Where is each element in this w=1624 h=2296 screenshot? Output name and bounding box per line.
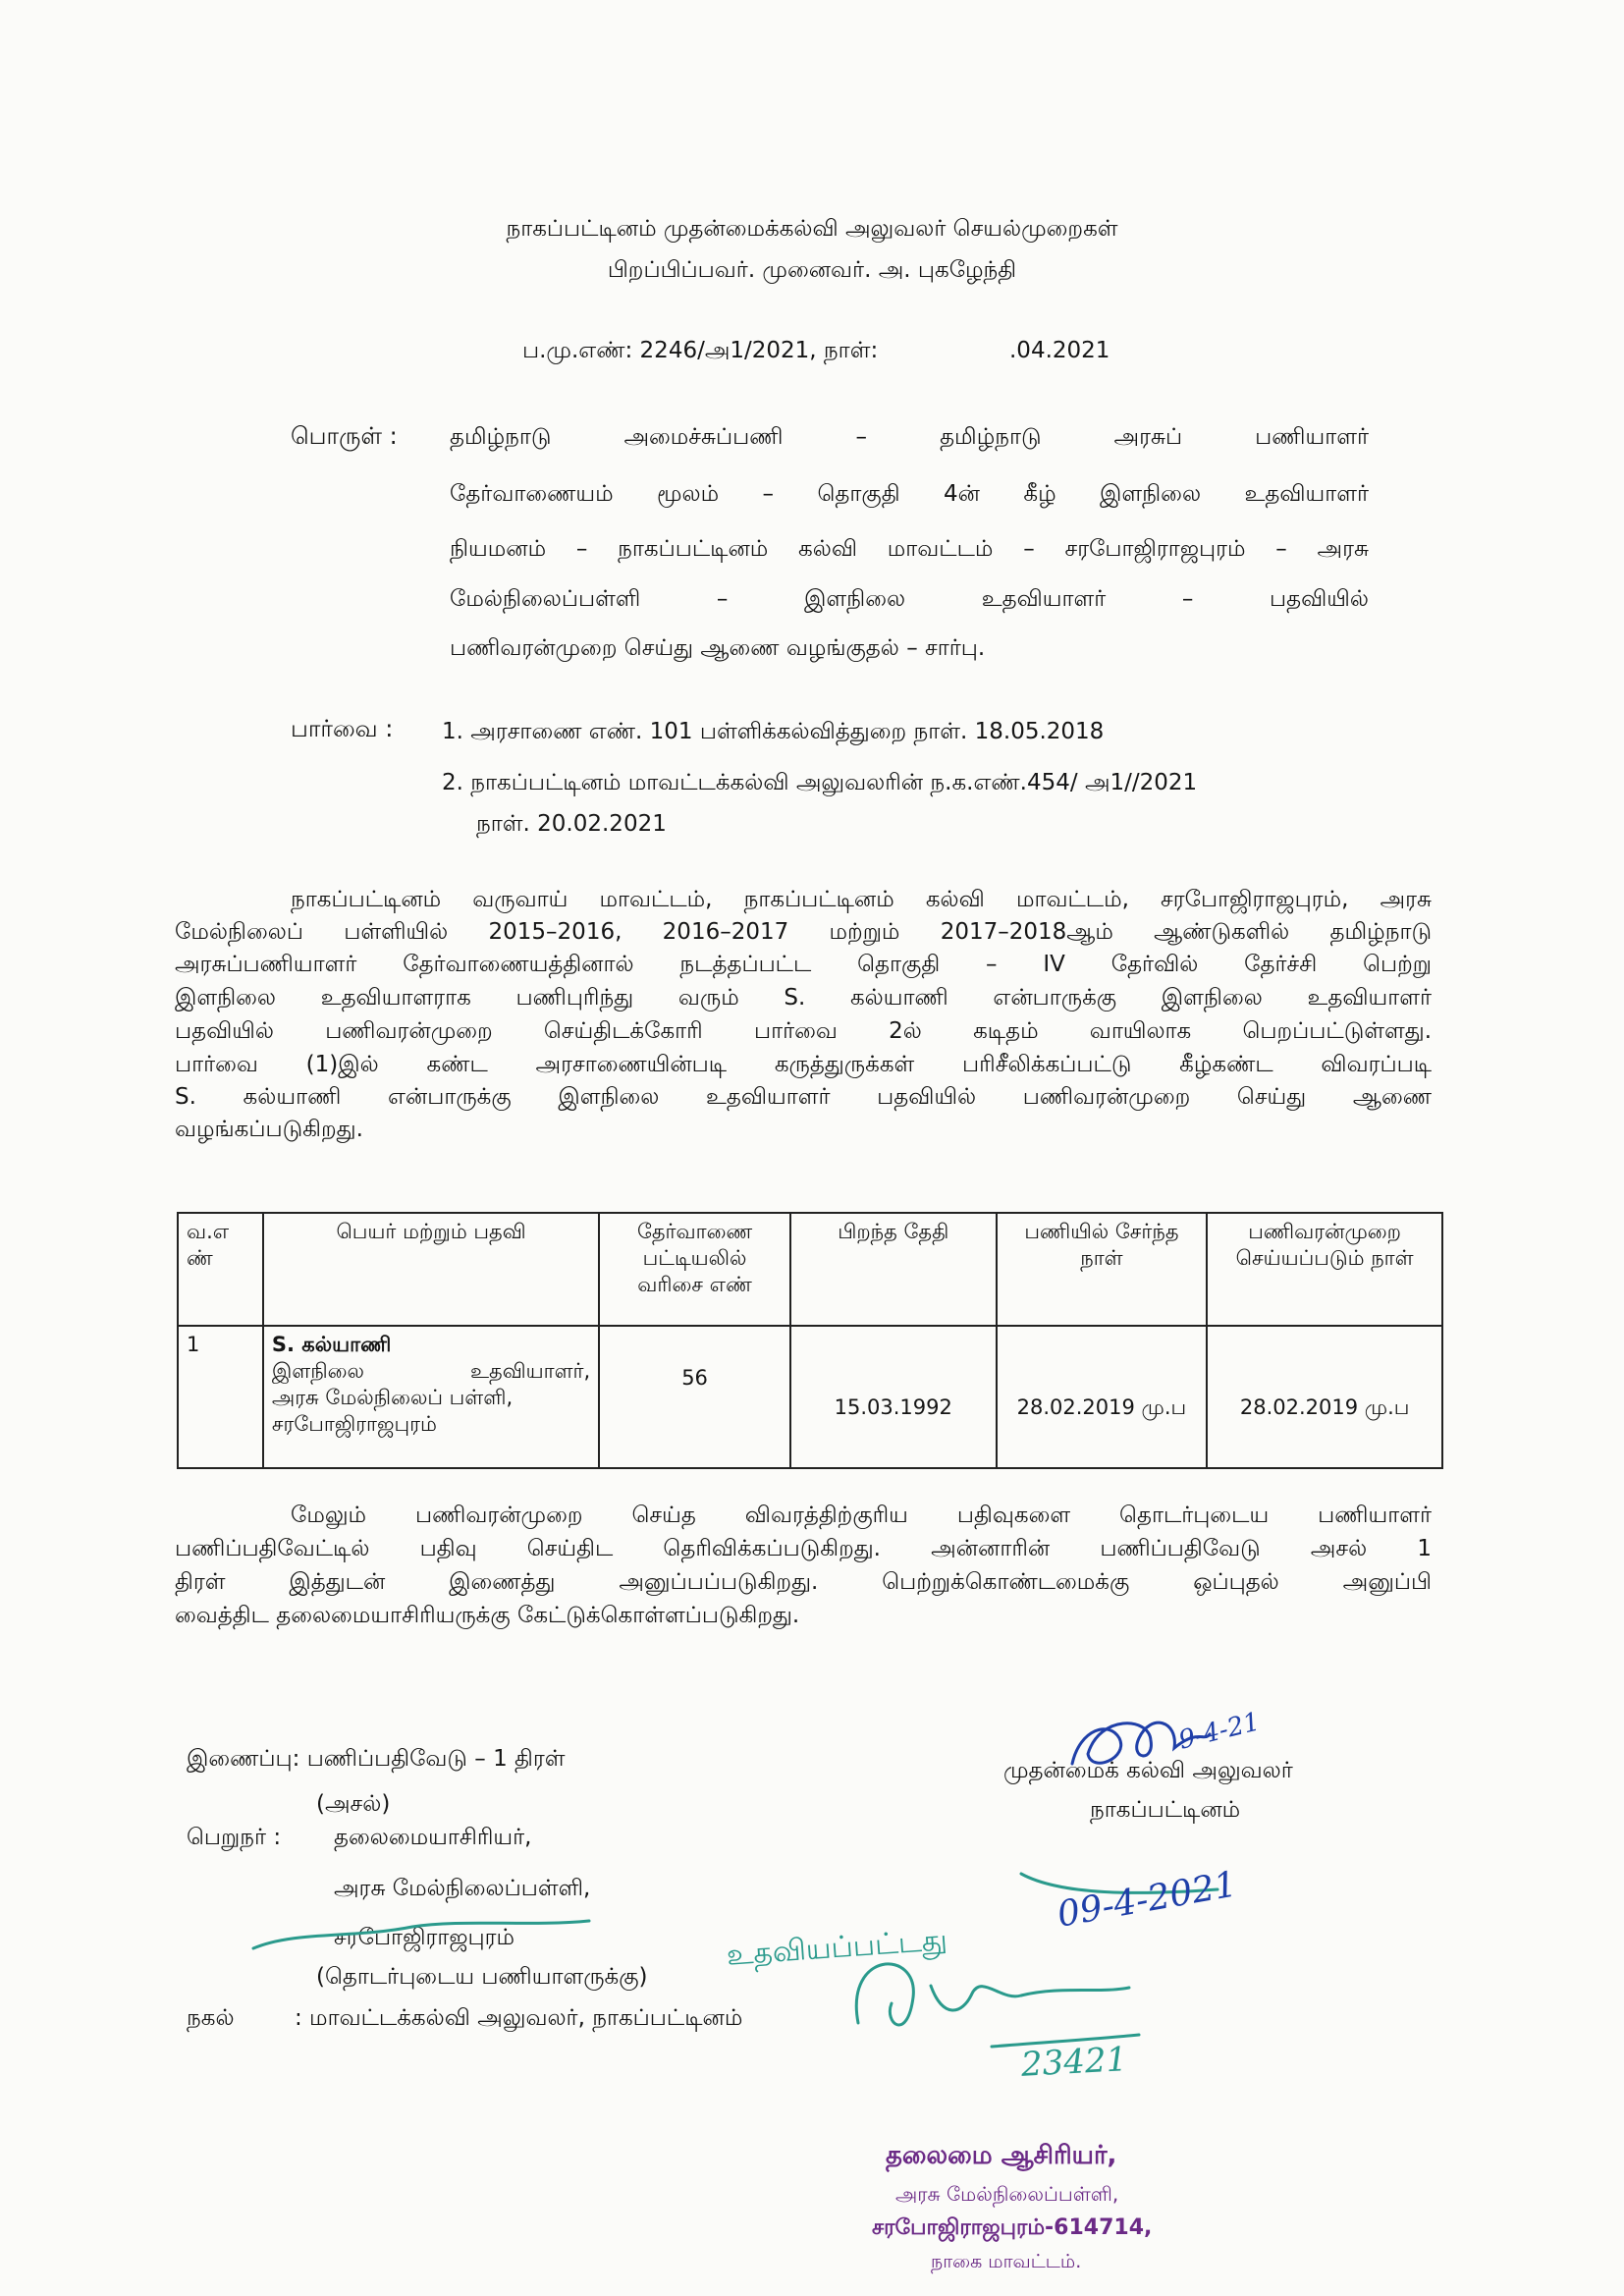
subject-line: நியமனம் – நாகப்பட்டினம் கல்வி மாவட்டம் – சரபோஜிராஜபுரம் – அரசு <box>450 536 1369 562</box>
cell-regularised: 28.02.2019 மு.ப <box>1207 1326 1442 1468</box>
seal-line: அரசு மேல்நிலைப்பள்ளி, <box>895 2182 1119 2206</box>
employee-place: சரபோஜிராஜபுரம் <box>271 1412 437 1436</box>
subject-label: பொருள் : <box>291 422 398 450</box>
column-header-serial: வ.எ ண் <box>178 1213 263 1326</box>
seal-line: தலைமை ஆசிரியர், <box>886 2141 1117 2170</box>
employee-post: இளநிலை உதவியாளர், <box>271 1359 591 1383</box>
paragraph-line: மேல்நிலைப் பள்ளியில் 2015–2016, 2016–2017 மற்றும் 2017–2018ஆம் ஆண்டுகளில் தமிழ்நாடு <box>175 919 1432 945</box>
enclosure-original: (அசல்) <box>316 1791 391 1817</box>
copy-label: நகல் <box>187 2005 235 2031</box>
cell-rank: 56 <box>599 1326 790 1468</box>
received-date: 09-4-2021 <box>1054 1864 1240 1936</box>
reference-item: 1. அரசாணை எண். 101 பள்ளிக்கல்வித்துறை நாள். 18.05.2018 <box>442 719 1105 744</box>
column-header-dob: பிறந்த தேதி <box>790 1213 997 1326</box>
column-header-regularised: பணிவரன்முறை செய்யப்படும் நாள் <box>1207 1213 1442 1326</box>
paragraph-line: பணிப்பதிவேட்டில் பதிவு செய்திட தெரிவிக்கப்படுகிறது. அன்னாரின் பணிப்பதிவேடு அசல் 1 <box>175 1536 1432 1561</box>
recipient-line: சரபோஜிராஜபுரம் <box>334 1925 515 1950</box>
reference-item-date: நாள். 20.02.2021 <box>476 811 667 837</box>
paragraph-line: மேலும் பணிவரன்முறை செய்த விவரத்திற்குரிய பதிவுகளை தொடர்புடைய பணியாளர் <box>291 1503 1432 1528</box>
reference-number: ப.மு.எண்: 2246/அ1/2021, நாள்: <box>522 338 879 363</box>
subject-line: பணிவரன்முறை செய்து ஆணை வழங்குதல் – சார்பு. <box>450 635 986 661</box>
header-issuer: பிறப்பிப்பவர். முனைவர். அ. புகழேந்தி <box>607 257 1017 283</box>
paragraph-line: அரசுப்பணியாளர் தேர்வாணையத்தினால் நடத்தப்பட்ட தொகுதி – IV தேர்வில் தேர்ச்சி பெற்று <box>175 952 1432 977</box>
subject-line: தமிழ்நாடு அமைச்சுப்பணி – தமிழ்நாடு அரசுப் பணியாளர் <box>450 424 1369 450</box>
reference-date: .04.2021 <box>1009 338 1110 363</box>
copy-text: : மாவட்டக்கல்வி அலுவலர், நாகப்பட்டினம் <box>295 2005 743 2031</box>
subject-line: தேர்வாணையம் மூலம் – தொகுதி 4ன் கீழ் இளநிலை உதவியாளர் <box>450 481 1369 507</box>
underline-mark-icon <box>253 1921 589 1948</box>
column-header-rank: தேர்வாணை பட்டியலில் வரிசை எண் <box>599 1213 790 1326</box>
signature-date: 9-4-21 <box>1175 1707 1264 1756</box>
cell-serial: 1 <box>178 1326 263 1468</box>
paragraph-line: நாகப்பட்டினம் வருவாய் மாவட்டம், நாகப்பட்டினம் கல்வி மாவட்டம், சரபோஜிராஜபுரம், அரசு <box>291 887 1432 912</box>
employee-school: அரசு மேல்நிலைப் பள்ளி, <box>271 1386 514 1409</box>
paragraph-line: S. கல்யாணி என்பாருக்கு இளநிலை உதவியாளர் பதவியில் பணிவரன்முறை செய்து ஆணை <box>175 1084 1432 1110</box>
header-title: நாகப்பட்டினம் முதன்மைக்கல்வி அலுவலர் செயல்முறைகள் <box>506 216 1118 242</box>
paragraph-line: இளநிலை உதவியாளராக பணிபுரிந்து வரும் S. கல்யாணி என்பாருக்கு இளநிலை உதவியாளர் <box>175 985 1432 1011</box>
reference-label: பார்வை : <box>291 715 394 742</box>
cell-dob: 15.03.1992 <box>790 1326 997 1468</box>
reference-item: 2. நாகப்பட்டினம் மாவட்டக்கல்வி அலுவலரின் ந.க.எண்.454/ அ1//2021 <box>442 770 1198 795</box>
subject-line: மேல்நிலைப்பள்ளி – இளநிலை உதவியாளர் – பதவியில் <box>450 586 1369 612</box>
recipient-label: பெறுநர் : <box>187 1825 282 1850</box>
paragraph-line: பதவியில் பணிவரன்முறை செய்திடக்கோரி பார்வை 2ல் கடிதம் வாயிலாக பெறப்பட்டுள்ளது. <box>175 1018 1432 1044</box>
handwritten-note: உதவியப்பட்டது <box>725 1923 948 1973</box>
paragraph-line: திரள் இத்துடன் இணைத்து அனுப்பப்படுகிறது. பெற்றுக்கொண்டமைக்கு ஒப்புதல் அனுப்பி <box>175 1569 1432 1595</box>
initials-icon <box>856 1964 1129 2025</box>
recipient-line: தலைமையாசிரியர், <box>334 1825 532 1850</box>
paragraph-line: பார்வை (1)இல் கண்ட அரசாணையின்படி கருத்துருக்கள் பரிசீலிக்கப்பட்டு கீழ்கண்ட விவரப்படி <box>175 1052 1432 1077</box>
signatory-place: நாகப்பட்டினம் <box>1090 1797 1241 1823</box>
enclosure-line: இணைப்பு: பணிப்பதிவேடு – 1 திரள் <box>187 1746 566 1772</box>
recipient-line: அரசு மேல்நிலைப்பள்ளி, <box>334 1876 591 1901</box>
recipient-line: (தொடர்புடைய பணியாளருக்கு) <box>316 1964 648 1990</box>
signatory-title: முதன்மைக் கல்வி அலுவலர் <box>1003 1758 1293 1783</box>
seal-line: நாகை மாவட்டம். <box>931 2251 1082 2272</box>
employee-name: S. கல்யாணி <box>271 1333 392 1356</box>
paragraph-line: வைத்திட தலைமையாசிரியருக்கு கேட்டுக்கொள்ளப்படுகிறது. <box>175 1603 800 1628</box>
handwritten-number: 23421 <box>1020 2040 1129 2085</box>
cell-joined: 28.02.2019 மு.ப <box>997 1326 1208 1468</box>
column-header-joined: பணியில் சேர்ந்த நாள் <box>997 1213 1208 1326</box>
column-header-name: பெயர் மற்றும் பதவி <box>263 1213 599 1326</box>
seal-line: சரபோஜிராஜபுரம்-614714, <box>872 2215 1153 2240</box>
paragraph-line: வழங்கப்படுகிறது. <box>175 1117 363 1142</box>
